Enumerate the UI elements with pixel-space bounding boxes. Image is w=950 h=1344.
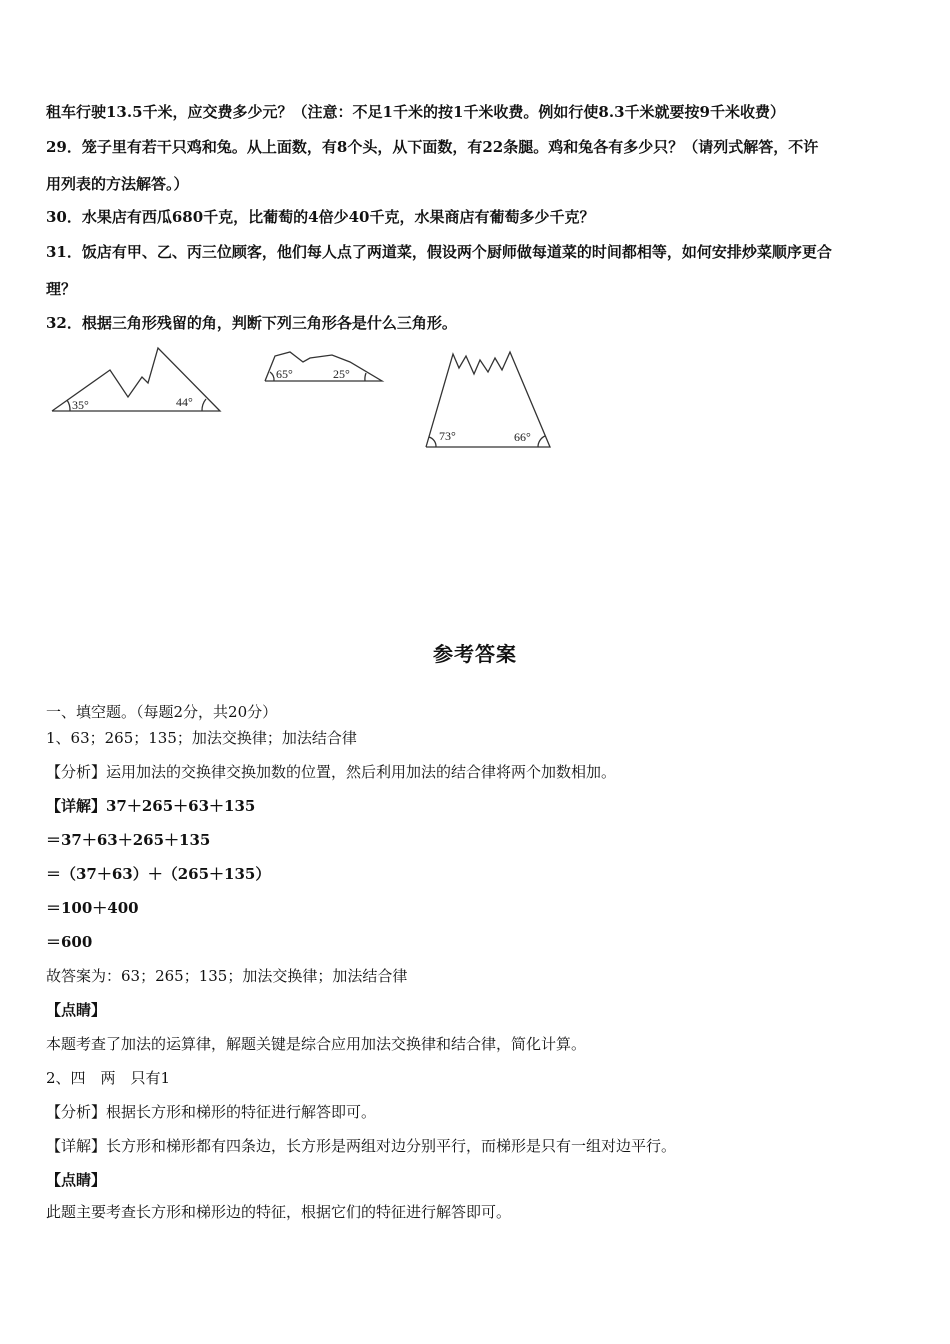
answer-2-detail: 【详解】长方形和梯形都有四条边，长方形是两组对边分别平行，而梯形是只有一组对边平行。	[46, 1137, 677, 1155]
fig1-angle-left: 35°	[72, 398, 89, 412]
fig3-angle-left: 73°	[439, 429, 456, 443]
answer-1-final: 故答案为：63；265；135；加法交换律；加法结合律	[46, 967, 408, 985]
triangle-figures	[0, 340, 950, 460]
question-29-line-1: 29．笼子里有若干只鸡和兔。从上面数，有8个头，从下面数，有22条腿。鸡和兔各有多少只？（请列式解答，不许	[46, 138, 819, 156]
fig1-angle-right: 44°	[176, 395, 193, 409]
answer-1-analysis: 【分析】运用加法的交换律交换加数的位置，然后利用加法的结合律将两个加数相加。	[46, 763, 617, 781]
fig2-angle-right: 25°	[333, 367, 350, 381]
fig3-angle-right: 66°	[514, 430, 531, 444]
question-29-line-2: 用列表的方法解答。）	[46, 175, 189, 193]
answer-2-comment-label: 【点睛】	[46, 1171, 107, 1189]
section-heading: 一、填空题。（每题2分，共20分）	[46, 703, 278, 721]
question-32: 32．根据三角形残留的角，判断下列三角形各是什么三角形。	[46, 314, 457, 332]
question-28-continuation: 租车行驶13.5千米，应交费多少元？（注意：不足1千米的按1千米收费。例如行使8.3千米就要按9千米收费）	[46, 103, 785, 121]
answer-2-analysis: 【分析】根据长方形和梯形的特征进行解答即可。	[46, 1103, 377, 1121]
answer-1-step-2: ＝（37＋63）＋（265＋135）	[46, 865, 271, 883]
answer-1-comment: 本题考查了加法的运算律，解题关键是综合应用加法交换律和结合律，简化计算。	[46, 1035, 587, 1053]
answer-1-comment-label: 【点睛】	[46, 1001, 107, 1019]
question-31-line-2: 理？	[46, 280, 77, 298]
question-31-line-1: 31．饭店有甲、乙、丙三位顾客，他们每人点了两道菜，假设两个厨师做每道菜的时间都相等，如何安排炒菜顺序更合	[46, 243, 832, 261]
answer-1-step-4: ＝600	[46, 933, 93, 951]
answer-2-comment: 此题主要考查长方形和梯形边的特征，根据它们的特征进行解答即可。	[46, 1203, 512, 1221]
question-30: 30．水果店有西瓜680千克，比葡萄的4倍少40千克，水果商店有葡萄多少千克？	[46, 208, 595, 226]
answer-1-step-3: ＝100＋400	[46, 899, 139, 917]
answer-1-step-1: ＝37＋63＋265＋135	[46, 831, 211, 849]
answers-title: 参考答案	[433, 642, 517, 666]
fig2-angle-left: 65°	[276, 367, 293, 381]
answer-2: 2、四 两 只有1	[46, 1069, 171, 1087]
answer-1: 1、63；265；135；加法交换律；加法结合律	[46, 729, 357, 747]
answer-1-detail: 【详解】37＋265＋63＋135	[46, 797, 256, 815]
